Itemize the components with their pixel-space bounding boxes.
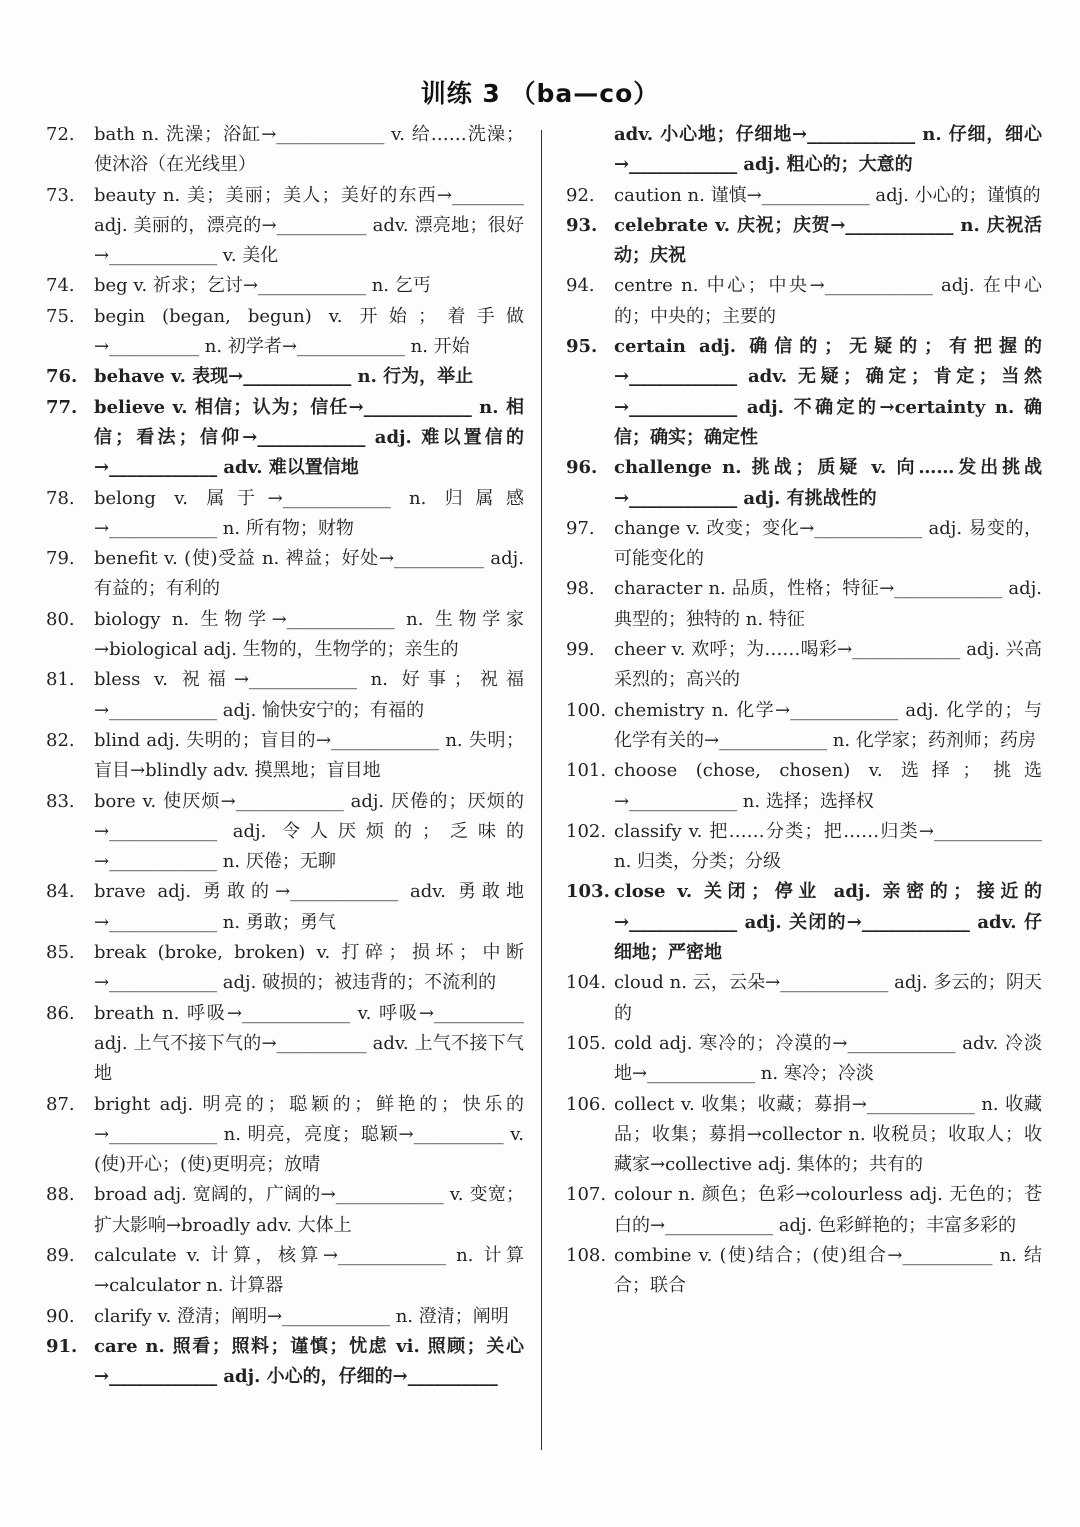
entry-number: 75. bbox=[46, 305, 75, 327]
vocab-entry bbox=[566, 120, 1042, 181]
entry-text: benefit v. (使)受益 n. 裨益；好处→__________ adj. 有益的；有利的 bbox=[94, 548, 524, 600]
entry-number: 89. bbox=[46, 1244, 75, 1266]
left-column bbox=[46, 120, 524, 1392]
entry-text: begin (began, begun) v. 开始；着手做→__________ n. 初学者→____________ n. 开始 bbox=[94, 305, 524, 358]
entry-number: 104. bbox=[566, 972, 607, 994]
entry-number: 82. bbox=[46, 729, 75, 751]
entry-number: 85. bbox=[46, 942, 75, 964]
entry-number: 78. bbox=[46, 487, 75, 509]
vocab-entry bbox=[566, 1241, 1042, 1302]
entry-text: biology n. 生物学→____________ n. 生物学家→biological adj. 生物的，生物学的；亲生的 bbox=[94, 608, 524, 661]
vocab-entry bbox=[566, 1090, 1042, 1181]
vocab-entry bbox=[566, 211, 1042, 272]
entry-number: 106. bbox=[566, 1093, 607, 1115]
entry-number: 100. bbox=[566, 699, 607, 721]
vocab-entry bbox=[566, 1029, 1042, 1090]
entry-text: calculate v. 计算，核算→____________ n. 计算→calculator n. 计算器 bbox=[94, 1244, 524, 1297]
entry-text: bright adj. 明亮的；聪颖的；鲜艳的；快乐的→____________ n. 明亮，亮度；聪颖→__________ v. (使)开心；(使)更明亮；放晴 bbox=[94, 1093, 524, 1176]
vocab-entry bbox=[566, 453, 1042, 514]
vocab-entry bbox=[566, 332, 1042, 453]
vocab-entry bbox=[46, 1090, 524, 1181]
entry-number: 76. bbox=[46, 366, 78, 388]
entry-number: 88. bbox=[46, 1184, 75, 1206]
vocab-entry bbox=[46, 271, 524, 301]
entry-number: 84. bbox=[46, 881, 75, 903]
vocab-entry bbox=[46, 787, 524, 878]
entry-text: caution n. 谨慎→____________ adj. 小心的；谨慎的 bbox=[614, 184, 1041, 206]
vocab-entry bbox=[566, 817, 1042, 878]
entry-number: 81. bbox=[46, 669, 75, 691]
entry-text: celebrate v. 庆祝；庆贺→____________ n. 庆祝活动；庆祝 bbox=[614, 214, 1042, 267]
entry-text: close v. 关闭；停业 adj. 亲密的；接近的→____________ adj. 关闭的→____________ adv. 仔细地；严密地 bbox=[614, 881, 1042, 964]
entry-text: believe v. 相信；认为；信任→____________ n. 相信；看法；信仰→____________ adj. 难以置信的→____________ adv. 难以置信地 bbox=[94, 396, 524, 479]
entry-text: colour n. 颜色；色彩→colourless adj. 无色的；苍白的→____________ adj. 色彩鲜艳的；丰富多彩的 bbox=[614, 1184, 1042, 1236]
entry-number: 108. bbox=[566, 1244, 607, 1266]
vocab-entry bbox=[566, 514, 1042, 575]
entry-text: beg v. 祈求；乞讨→____________ n. 乞丐 bbox=[94, 275, 431, 297]
entry-text: cheer v. 欢呼；为……喝彩→____________ adj. 兴高采烈的；高兴的 bbox=[614, 639, 1042, 691]
vocab-entry bbox=[46, 999, 524, 1090]
vocab-entry bbox=[46, 938, 524, 999]
entry-text: collect v. 收集；收藏；募捐→____________ n. 收藏品；收集；募捐→collector n. 收税员；收取人；收藏家→collective adj. 集体的；共有的 bbox=[614, 1093, 1042, 1176]
vocab-entry bbox=[46, 362, 524, 392]
vocab-entry bbox=[46, 393, 524, 484]
entry-number: 95. bbox=[566, 336, 598, 358]
page-title: 训练 3 （ba—co） bbox=[420, 79, 660, 108]
column-divider bbox=[541, 130, 542, 1450]
entry-text: bless v. 祝福→____________ n. 好事；祝福→____________ adj. 愉快安宁的；有福的 bbox=[94, 669, 524, 721]
vocab-entry bbox=[46, 484, 524, 545]
entry-number: 105. bbox=[566, 1032, 607, 1054]
entry-number: 87. bbox=[46, 1093, 75, 1115]
entry-text: challenge n. 挑战；质疑 v. 向……发出挑战→____________ adj. 有挑战性的 bbox=[614, 457, 1042, 509]
vocab-entry bbox=[46, 1302, 524, 1332]
entry-text: centre n. 中心；中央→____________ adj. 在中心的；中央的；主要的 bbox=[614, 275, 1042, 327]
entry-number: 92. bbox=[566, 184, 595, 206]
entry-number bbox=[566, 120, 614, 181]
entry-text: beauty n. 美；美丽；美人；美好的东西→________ adj. 美丽的，漂亮的→__________ adv. 漂亮地；很好→____________ v. 美化 bbox=[94, 184, 524, 267]
vocab-entry bbox=[566, 181, 1042, 211]
entry-text: combine v. (使)结合；(使)组合→__________ n. 结合；联合 bbox=[614, 1244, 1042, 1297]
entry-number: 83. bbox=[46, 790, 75, 812]
entry-text: bath n. 洗澡；浴缸→____________ v. 给……洗澡；使沐浴（在光线里） bbox=[94, 124, 524, 176]
entry-text: brave adj. 勇敢的→____________ adv. 勇敢地→____________ n. 勇敢；勇气 bbox=[94, 881, 524, 933]
entry-number: 96. bbox=[566, 457, 598, 479]
entry-text: character n. 品质，性格；特征→____________ adj. 典型的；独特的 n. 特征 bbox=[614, 578, 1042, 630]
entry-number: 91. bbox=[46, 1335, 78, 1357]
vocab-entry bbox=[46, 877, 524, 938]
entry-number: 72. bbox=[46, 124, 75, 145]
entry-text: care n. 照看；照料；谨慎；忧虑 vi. 照顾；关心→____________ adj. 小心的，仔细的→__________ bbox=[94, 1335, 524, 1388]
entry-text: breath n. 呼吸→____________ v. 呼吸→__________ adj. 上气不接下气的→__________ adv. 上气不接下气地 bbox=[94, 1002, 524, 1085]
entry-number: 77. bbox=[46, 396, 78, 418]
vocab-entry bbox=[46, 665, 524, 726]
vocab-entry bbox=[46, 605, 524, 666]
entry-number: 98. bbox=[566, 578, 595, 600]
vocab-entry bbox=[566, 756, 1042, 817]
entry-number: 97. bbox=[566, 517, 595, 539]
entry-text: belong v. 属于→____________ n. 归属感→____________ n. 所有物；财物 bbox=[94, 487, 524, 539]
entry-text: clarify v. 澄清；阐明→____________ n. 澄清；阐明 bbox=[94, 1305, 509, 1327]
entry-text: behave v. 表现→____________ n. 行为，举止 bbox=[94, 366, 474, 388]
vocab-entry bbox=[46, 120, 524, 181]
entry-text: classify v. 把……分类；把……归类→____________ n. 归类，分类；分级 bbox=[614, 820, 1042, 873]
entry-text: cold adj. 寒冷的；冷漠的→____________ adv. 冷淡地→____________ n. 寒冷；冷淡 bbox=[614, 1032, 1042, 1085]
entry-number: 80. bbox=[46, 608, 75, 630]
vocab-entry bbox=[46, 181, 524, 272]
entry-number: 79. bbox=[46, 548, 75, 570]
vocab-entry bbox=[566, 1180, 1042, 1241]
entry-number: 102. bbox=[566, 820, 607, 842]
entry-text: cloud n. 云，云朵→____________ adj. 多云的；阴天的 bbox=[614, 972, 1042, 1024]
vocab-entry bbox=[46, 1332, 524, 1393]
vocab-entry bbox=[566, 968, 1042, 1029]
entry-text: choose (chose, chosen) v. 选择；挑选→____________ n. 选择；选择权 bbox=[614, 760, 1042, 812]
entry-number: 90. bbox=[46, 1305, 75, 1327]
vocab-entry bbox=[566, 574, 1042, 635]
entry-number: 74. bbox=[46, 275, 75, 297]
vocab-entry bbox=[46, 1180, 524, 1241]
entry-text: break (broke, broken) v. 打碎；损坏；中断→____________ adj. 破损的；被违背的；不流利的 bbox=[94, 942, 524, 994]
entry-text: certain adj. 确信的；无疑的；有把握的→____________ adv. 无疑；确定；肯定；当然→____________ adj. 不确定的→certainty n. 确信；确实；确定性 bbox=[614, 336, 1042, 448]
entry-text: chemistry n. 化学→____________ adj. 化学的；与化学有关的→____________ n. 化学家；药剂师；药房 bbox=[614, 699, 1042, 751]
entry-text: adv. 小心地；仔细地→____________ n. 仔细，细心→____________ adj. 粗心的；大意的 bbox=[614, 124, 1042, 176]
entry-number: 73. bbox=[46, 184, 75, 206]
entry-number: 94. bbox=[566, 275, 595, 297]
vocab-entry bbox=[566, 271, 1042, 332]
entry-text: bore v. 使厌烦→____________ adj. 厌倦的；厌烦的→____________ adj. 令人厌烦的；乏味的→____________ n. 厌倦；无聊 bbox=[94, 790, 524, 873]
vocab-entry bbox=[46, 1241, 524, 1302]
entry-text: change v. 改变；变化→____________ adj. 易变的，可能变化的 bbox=[614, 517, 1042, 570]
vocab-entry bbox=[566, 877, 1042, 968]
entry-text: broad adj. 宽阔的，广阔的→____________ v. 变宽；扩大影响→broadly adv. 大体上 bbox=[94, 1184, 524, 1236]
entry-number: 101. bbox=[566, 760, 607, 782]
vocab-entry bbox=[46, 302, 524, 363]
entry-text: blind adj. 失明的；盲目的→____________ n. 失明；盲目→blindly adv. 摸黑地；盲目地 bbox=[94, 729, 524, 782]
vocab-entry bbox=[566, 696, 1042, 757]
entry-number: 86. bbox=[46, 1002, 75, 1024]
entry-number: 99. bbox=[566, 639, 595, 661]
vocab-entry bbox=[566, 635, 1042, 696]
entry-number: 93. bbox=[566, 214, 598, 236]
vocab-entry bbox=[46, 726, 524, 787]
entry-number: 107. bbox=[566, 1184, 607, 1206]
entry-number: 103. bbox=[566, 881, 610, 903]
vocab-entry bbox=[46, 544, 524, 605]
right-column bbox=[566, 120, 1042, 1302]
